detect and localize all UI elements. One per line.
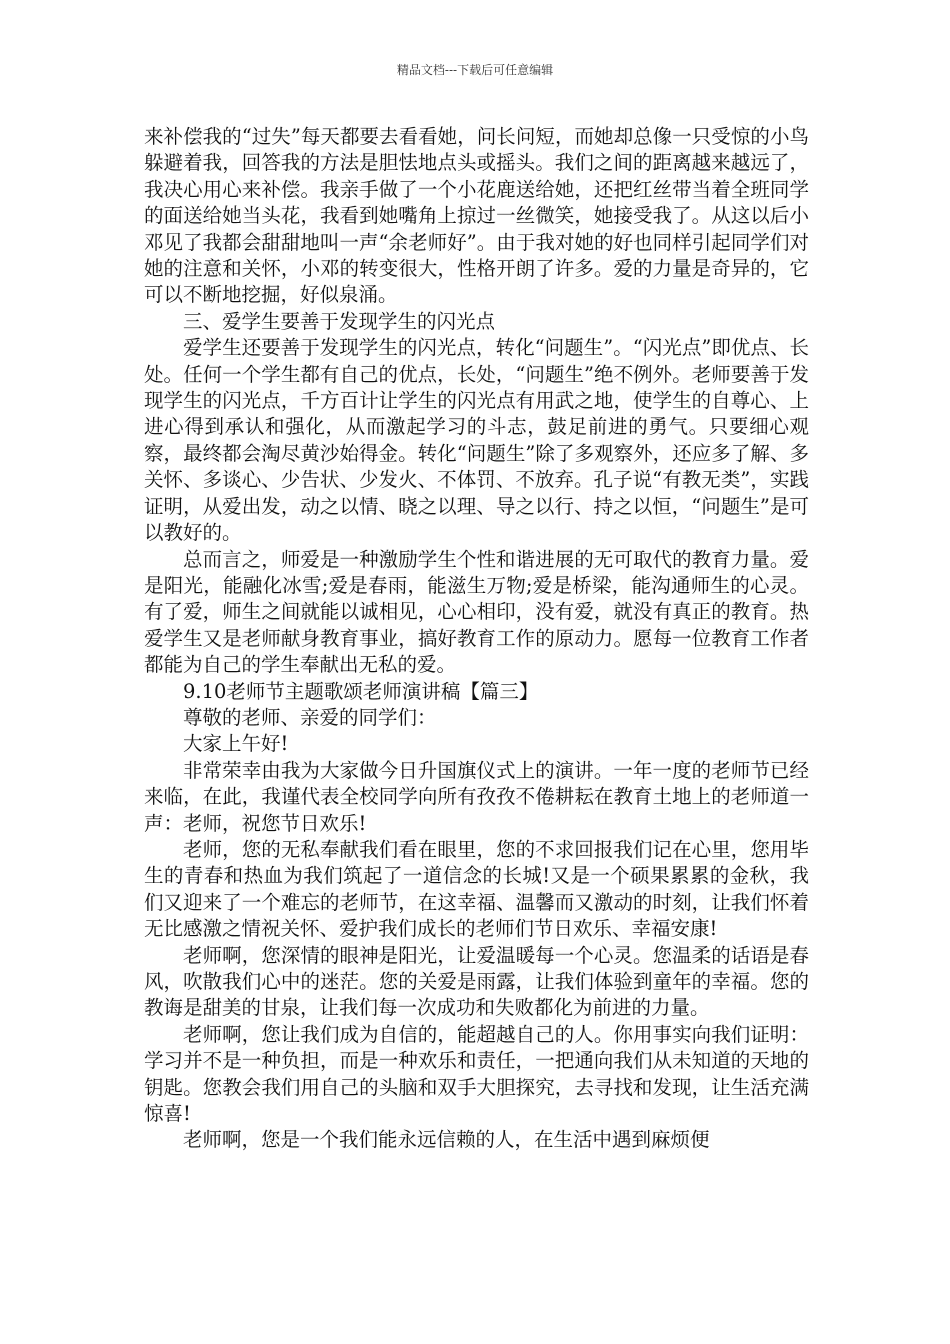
paragraph-5: 老师，您的无私奉献我们看在眼里，您的不求回报我们记在心里，您用毕生的青春和热血为我们筑起了一道信念的长城!又是一个硕果累累的金秋，我们又迎来了一个难忘的老师节，在这幸福、温馨而又激动的时刻，让我们怀着无比感激之情祝关怀、爱护我们成长的老师们节日欢乐、幸福安康! <box>144 837 809 941</box>
page-header: 精品文档---下载后可任意编辑 <box>396 63 554 77</box>
article-title: 9.10老师节主题歌颂老师演讲稿【篇三】 <box>183 679 539 703</box>
paragraph-8: 老师啊，您是一个我们能永远信赖的人，在生活中遇到麻烦便 <box>183 1128 710 1152</box>
section-heading-3: 三、爱学生要善于发现学生的闪光点 <box>183 309 496 333</box>
paragraph-3: 总而言之，师爱是一种激励学生个性和谐进展的无可取代的教育力量。爱是阳光，能融化冰雪;爱是春雨，能滋生万物;爱是桥梁，能沟通师生的心灵。有了爱，师生之间就能以诚相见，心心相印，没有爱，就没有真正的教育。热爱学生又是老师献身教育事业，搞好教育工作的原动力。愿每一位教育工作者都能为自己的学生奉献出无私的爱。 <box>144 547 809 677</box>
greeting: 大家上午好! <box>183 732 289 756</box>
document-body <box>144 124 809 1154</box>
paragraph-2: 爱学生还要善于发现学生的闪光点，转化“问题生”。“闪光点”即优点、长处。任何一个学生都有自己的优点，长处，“问题生”绝不例外。老师要善于发现学生的闪光点，千方百计让学生的闪光点有用武之地，使学生的自尊心、上进心得到承认和强化，从而激起学习的斗志，鼓足前进的勇气。只要细心观察，最终都会淘尽黄沙始得金。转化“问题生”除了多观察外，还应多了解、多关怀、多谈心、少告状、少发火、不体罚、不放弃。孔子说“有教无类”，实践证明，从爱出发，动之以情、晓之以理、导之以行、持之以恒，“问题生”是可以教好的。 <box>144 336 809 545</box>
paragraph-7: 老师啊，您让我们成为自信的，能超越自己的人。你用事实向我们证明：学习并不是一种负担，而是一种欢乐和责任，一把通向我们从未知道的天地的钥匙。您教会我们用自己的头脑和双手大胆探究，去寻找和发现，让生活充满惊喜! <box>144 1022 809 1126</box>
paragraph-4: 非常荣幸由我为大家做今日升国旗仪式上的演讲。一年一度的老师节已经来临，在此，我谨代表全校同学向所有孜孜不倦耕耘在教育土地上的老师道一声：老师，祝您节日欢乐! <box>144 758 809 835</box>
paragraph-6: 老师啊，您深情的眼神是阳光，让爱温暖每一个心灵。您温柔的话语是春风，吹散我们心中的迷茫。您的关爱是雨露，让我们体验到童年的幸福。您的教诲是甜美的甘泉，让我们每一次成功和失败都化为前进的力量。 <box>144 943 809 1020</box>
salutation: 尊敬的老师、亲爱的同学们： <box>183 705 437 729</box>
paragraph-1: 来补偿我的“过失”每天都要去看看她，问长问短，而她却总像一只受惊的小鸟躲避着我，回答我的方法是胆怯地点头或摇头。我们之间的距离越来越远了，我决心用心来补偿。我亲手做了一个小花鹿送给她，还把红丝带当着全班同学的面送给她当头花，我看到她嘴角上掠过一丝微笑，她接受我了。从这以后小邓见了我都会甜甜地叫一声“余老师好”。由于我对她的好也同样引起同学们对她的注意和关怀，小邓的转变很大，性格开朗了许多。爱的力量是奇异的，它可以不断地挖掘，好似泉涌。 <box>144 125 809 307</box>
